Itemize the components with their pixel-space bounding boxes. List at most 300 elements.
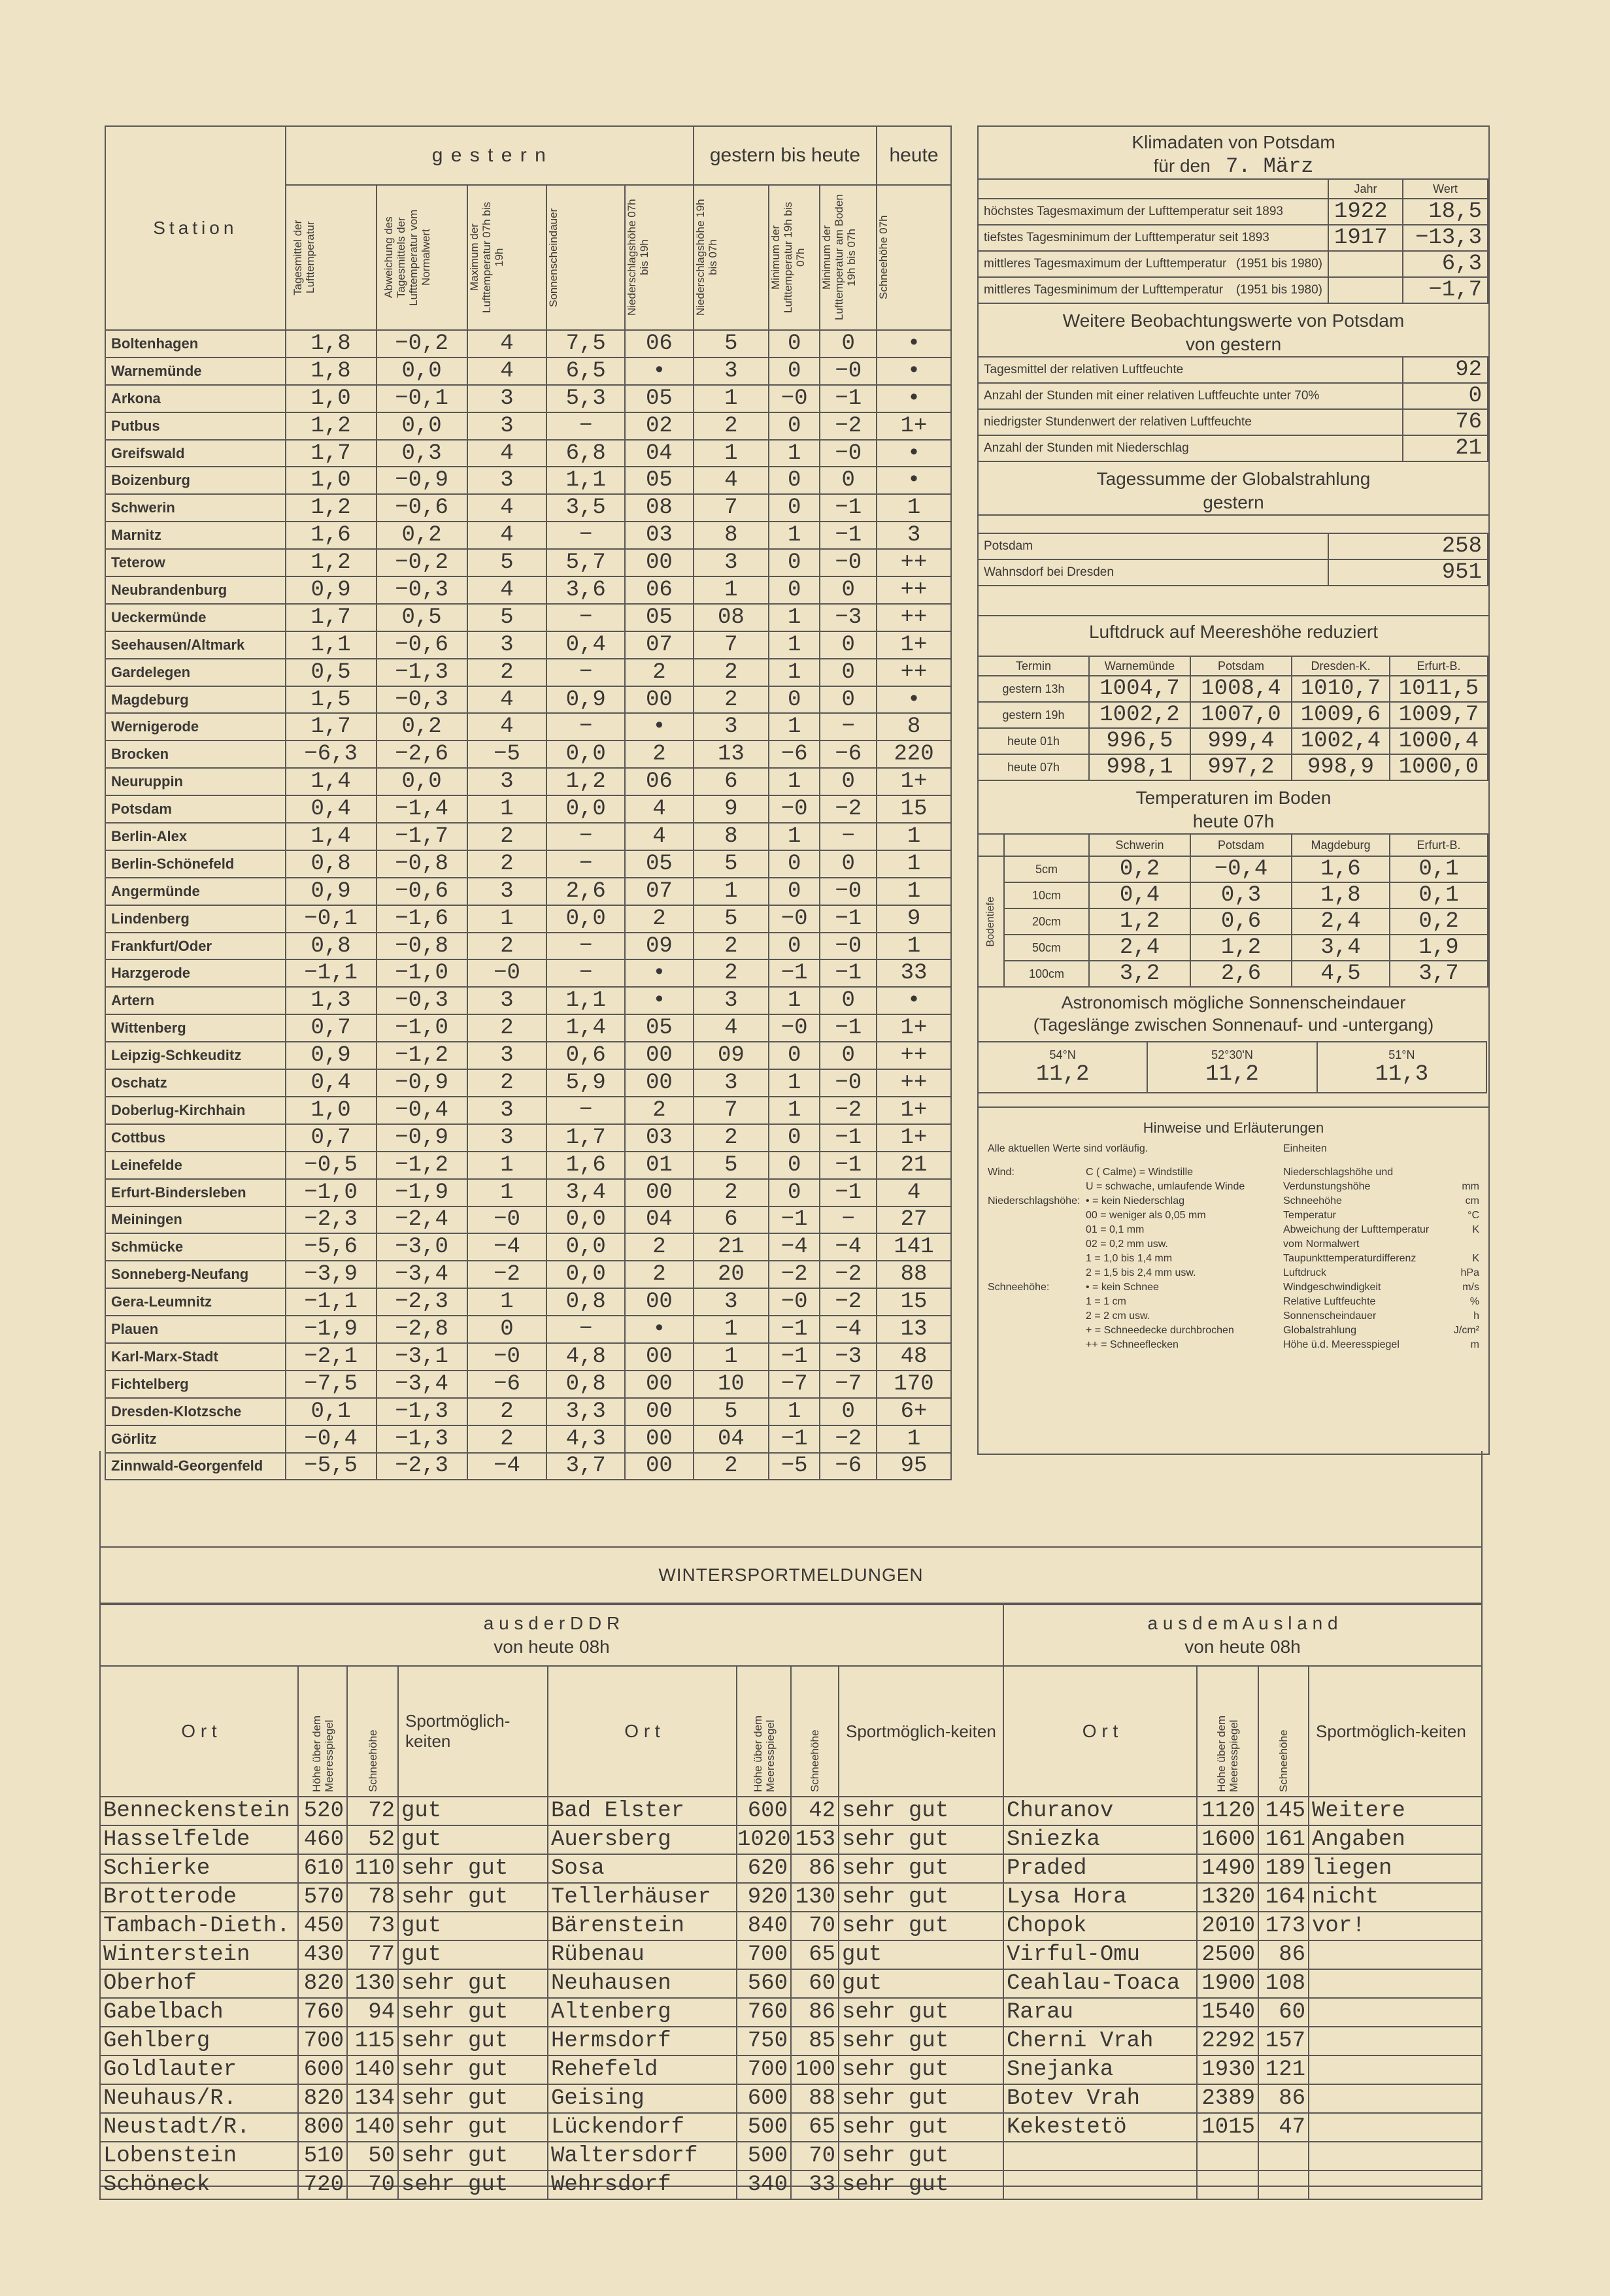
hinweise-unit: mm	[1462, 1181, 1479, 1192]
station-value: 00	[625, 1371, 694, 1398]
luftdruck-value: 996,5	[1089, 728, 1190, 754]
weitere-value: 76	[1403, 409, 1488, 435]
station-value: 0	[769, 549, 820, 576]
hinweise-left-val: 2 = 2 cm usw.	[1086, 1310, 1150, 1322]
station-value: 1,0	[286, 1097, 377, 1124]
station-value: 1,6	[286, 522, 377, 549]
station-value: 0,1	[286, 1398, 377, 1425]
station-value: 1	[769, 987, 820, 1014]
klima-wert: 18,5	[1403, 199, 1488, 225]
station-value: −1,2	[377, 1152, 467, 1179]
station-value: 0	[769, 850, 820, 878]
winter-sport: sehr gut	[839, 2027, 1003, 2055]
station-row	[105, 959, 951, 987]
boden-side-label	[978, 856, 1004, 987]
hinweise-left-val: U = schwache, umlaufende Winde	[1086, 1181, 1245, 1192]
global-title-line1: Tagessumme der Globalstrahlung	[1096, 469, 1371, 489]
station-value: −0,9	[377, 467, 467, 494]
station-value: 3,6	[546, 576, 625, 604]
station-row	[105, 494, 951, 522]
station-value: 1	[877, 850, 951, 878]
hinweise-left-row	[988, 1237, 1262, 1252]
winter-ort: Goldlauter	[100, 2055, 298, 2084]
station-value: •	[625, 1316, 694, 1343]
station-row	[105, 1206, 951, 1234]
luftdruck-value: 998,1	[1089, 754, 1190, 780]
station-name: Neuruppin	[105, 768, 286, 795]
winter-table	[99, 1604, 1483, 2200]
station-value: 2	[694, 412, 769, 440]
hinweise-unit: hPa	[1460, 1267, 1479, 1278]
winter-ort: Lobenstein	[100, 2142, 298, 2171]
station-value: 0,6	[546, 1042, 625, 1069]
ddr-title-line1: a u s d e r D D R	[483, 1613, 620, 1633]
luftdruck-title: Luftdruck auf Meereshöhe reduziert	[979, 615, 1488, 656]
station-value: −0,6	[377, 631, 467, 659]
station-value: 2	[467, 1069, 547, 1097]
winter-hoehe: 760	[737, 1998, 791, 2027]
station-value: −6	[820, 1453, 877, 1480]
winter-hoehe: 1015	[1197, 2113, 1258, 2142]
station-name: Gardelegen	[105, 659, 286, 686]
station-name: Dresden-Klotzsche	[105, 1398, 286, 1425]
station-value: 6+	[877, 1398, 951, 1425]
station-value: •	[877, 686, 951, 714]
col-header-7	[820, 185, 877, 330]
winter-col-text: Höhe über dem Meeresspiegel	[1215, 1715, 1241, 1792]
station-value: 1	[877, 878, 951, 905]
station-value: •	[877, 385, 951, 412]
station-row	[105, 1097, 951, 1124]
station-value: 6	[694, 1206, 769, 1234]
winter-ort: Schierke	[100, 1854, 298, 1883]
station-value: −2,1	[286, 1343, 377, 1371]
station-row	[105, 850, 951, 878]
station-value: 1,2	[286, 549, 377, 576]
hinweise-unit: °C	[1467, 1210, 1479, 1221]
klima-wert: 6,3	[1403, 251, 1488, 277]
station-value: 2	[467, 1014, 547, 1042]
station-value: 0,0	[546, 795, 625, 823]
weitere-title	[979, 304, 1488, 356]
station-value: 2	[467, 933, 547, 960]
winter-ort: Altenberg	[548, 1998, 737, 2027]
station-value: 1,7	[286, 713, 377, 740]
station-value: −4	[820, 1316, 877, 1343]
station-value: 0	[769, 686, 820, 714]
winter-hoehe: 2500	[1197, 1940, 1258, 1969]
station-value: −	[546, 850, 625, 878]
luftdruck-header: Erfurt-B.	[1390, 656, 1488, 676]
winter-ort: Schöneck	[100, 2171, 298, 2199]
winter-schnee: 52	[347, 1825, 398, 1854]
station-row	[105, 987, 951, 1014]
station-value: 4	[467, 713, 547, 740]
hinweise-left-val: 02 = 0,2 mm usw.	[1086, 1239, 1168, 1250]
station-value: 0	[769, 576, 820, 604]
ausland-title-line2: von heute 08h	[1184, 1637, 1301, 1657]
winter-sport: Weitere	[1309, 1797, 1482, 1825]
station-value: −1,0	[377, 959, 467, 987]
station-value: 2	[467, 1398, 547, 1425]
station-value: 2	[467, 1425, 547, 1453]
winter-ort: Tellerhäuser	[548, 1883, 737, 1912]
station-value: 04	[625, 440, 694, 467]
station-value: −0,6	[377, 878, 467, 905]
luftdruck-termin: gestern 13h	[978, 676, 1089, 702]
station-value: −1	[820, 959, 877, 987]
winter-schnee: 47	[1258, 2113, 1309, 2142]
station-value: 5,7	[546, 549, 625, 576]
winter-schnee: 173	[1258, 1912, 1309, 1940]
station-value: 08	[625, 494, 694, 522]
station-value: 4	[625, 795, 694, 823]
station-value: 4	[467, 330, 547, 358]
boden-value: 2,4	[1089, 935, 1190, 961]
station-value: 3	[694, 713, 769, 740]
winter-ort: Cherni Vrah	[1003, 2027, 1197, 2055]
station-value: −2,3	[377, 1453, 467, 1480]
station-value: −0	[467, 1206, 547, 1234]
hinweise-left-key	[988, 1252, 1086, 1266]
station-value: −2	[820, 1425, 877, 1453]
station-value: 0	[769, 412, 820, 440]
winter-schnee: 70	[791, 1912, 839, 1940]
winter-sport: Angaben	[1309, 1825, 1482, 1854]
hinweise-left-key	[988, 1180, 1086, 1194]
station-value: −1	[820, 1179, 877, 1206]
weitere-table	[977, 356, 1488, 462]
station-value: −1,1	[286, 959, 377, 987]
winter-ort: Geising	[548, 2084, 737, 2113]
station-value: 1	[467, 1288, 547, 1316]
winter-sport: liegen	[1309, 1854, 1482, 1883]
station-value: 7	[694, 494, 769, 522]
winter-schnee: 86	[791, 1854, 839, 1883]
station-value: −0,1	[377, 385, 467, 412]
station-value: −	[546, 1316, 625, 1343]
winter-sport: sehr gut	[839, 1883, 1003, 1912]
winter-ort	[1003, 2171, 1197, 2199]
station-value: −1	[769, 1425, 820, 1453]
station-value: −2	[820, 412, 877, 440]
station-row	[105, 933, 951, 960]
station-value: 1,7	[286, 604, 377, 631]
station-value: 1,4	[286, 823, 377, 850]
winter-hoehe: 700	[298, 2027, 347, 2055]
klima-wert: −13,3	[1403, 225, 1488, 251]
winter-sport: sehr gut	[839, 1912, 1003, 1940]
station-value: −2	[820, 1288, 877, 1316]
station-value: −7,5	[286, 1371, 377, 1398]
station-value: −0,5	[286, 1152, 377, 1179]
winter-schnee: 85	[791, 2027, 839, 2055]
station-value: 3	[694, 549, 769, 576]
hinweise-left-row	[988, 1165, 1262, 1180]
station-value: 27	[877, 1206, 951, 1234]
station-value: ++	[877, 1069, 951, 1097]
winter-schnee: 65	[791, 2113, 839, 2142]
station-value: 0	[820, 631, 877, 659]
global-row	[978, 559, 1488, 586]
station-value: 04	[694, 1425, 769, 1453]
boden-value: 1,6	[1292, 856, 1390, 882]
ausland-title-line1: a u s d e m A u s l a n d	[1147, 1613, 1338, 1633]
winter-schnee: 78	[347, 1883, 398, 1912]
winter-schnee: 60	[791, 1969, 839, 1998]
station-value: 0,8	[286, 850, 377, 878]
col-header-5	[694, 185, 769, 330]
station-value: 15	[877, 795, 951, 823]
station-value: −0	[769, 905, 820, 933]
station-value: 5	[694, 1398, 769, 1425]
winter-ort: Tambach-Dieth.	[100, 1912, 298, 1940]
station-value: 3	[467, 467, 547, 494]
station-value: 0	[820, 659, 877, 686]
winter-hoehe: 700	[737, 2055, 791, 2084]
station-value: 0,0	[546, 1261, 625, 1288]
hinweise-left-val: • = kein Schnee	[1086, 1282, 1159, 1293]
winter-row	[100, 2084, 1482, 2113]
luftdruck-row	[978, 754, 1488, 780]
hinweise-right-row	[1283, 1223, 1479, 1252]
astro-table	[977, 1041, 1487, 1093]
station-value: ++	[877, 1042, 951, 1069]
winter-schnee: 60	[1258, 1998, 1309, 2027]
astro-cell	[1147, 1042, 1317, 1093]
winter-row	[100, 1883, 1482, 1912]
luftdruck-row	[978, 702, 1488, 728]
col-header-text: Schneehöhe 07h	[877, 215, 890, 300]
station-value: 5	[694, 850, 769, 878]
winter-hoehe: 1490	[1197, 1854, 1258, 1883]
winter-sport	[1309, 2113, 1482, 2142]
station-value: 00	[625, 1453, 694, 1480]
station-value: ++	[877, 576, 951, 604]
station-value: −7	[820, 1371, 877, 1398]
weitere-label: Anzahl der Stunden mit Niederschlag	[978, 435, 1403, 461]
winter-sport: sehr gut	[839, 1797, 1003, 1825]
station-row	[105, 795, 951, 823]
winter-sport	[1309, 2084, 1482, 2113]
station-value: 00	[625, 1042, 694, 1069]
klima-wert: −1,7	[1403, 277, 1488, 303]
station-row	[105, 549, 951, 576]
station-row	[105, 659, 951, 686]
station-value: −	[546, 522, 625, 549]
boden-value: 1,9	[1390, 935, 1488, 961]
winter-col-schnee	[791, 1666, 839, 1797]
station-value: 1	[769, 768, 820, 795]
boden-value: −0,4	[1190, 856, 1292, 882]
winter-ort: Chopok	[1003, 1912, 1197, 1940]
hinweise-left-val: 00 = weniger als 0,05 mm	[1086, 1210, 1206, 1221]
hinweise-left-val: • = kein Niederschlag	[1086, 1195, 1185, 1206]
station-value: 4	[877, 1179, 951, 1206]
winter-col-ort: O r t	[100, 1666, 298, 1797]
station-value: −1,1	[286, 1288, 377, 1316]
station-value: 1	[467, 905, 547, 933]
station-row	[105, 1124, 951, 1152]
astro-title-line1: Astronomisch mögliche Sonnenscheindauer	[1061, 993, 1406, 1012]
hinweise-unit: h	[1473, 1310, 1479, 1322]
col-header-text: Abweichung des Tagesmittels der Lufttemperatur vom Normalwert	[382, 209, 433, 306]
winter-schnee: 50	[347, 2142, 398, 2171]
station-header: Station	[105, 126, 286, 330]
weitere-value: 0	[1403, 383, 1488, 409]
winter-hoehe: 560	[737, 1969, 791, 1998]
station-value: 00	[625, 1425, 694, 1453]
station-value: 0,4	[286, 795, 377, 823]
station-value: 0,8	[546, 1371, 625, 1398]
station-row	[105, 1152, 951, 1179]
station-value: 21	[694, 1233, 769, 1261]
station-row	[105, 330, 951, 358]
station-value: −7	[769, 1371, 820, 1398]
station-name: Plauen	[105, 1316, 286, 1343]
hinweise-right-row	[1283, 1309, 1479, 1323]
winter-row	[100, 1854, 1482, 1883]
winter-ort: Rehefeld	[548, 2055, 737, 2084]
station-value: 1,1	[546, 987, 625, 1014]
global-value: 258	[1328, 533, 1488, 559]
station-value: ++	[877, 604, 951, 631]
station-value: 4	[467, 494, 547, 522]
winter-ort: Churanov	[1003, 1797, 1197, 1825]
winter-col-text: Schneehöhe	[1277, 1729, 1290, 1792]
station-value: 2	[694, 933, 769, 960]
station-value: 4,3	[546, 1425, 625, 1453]
boden-depth: 10cm	[1004, 882, 1089, 908]
station-value: 9	[877, 905, 951, 933]
boden-row	[978, 856, 1488, 882]
station-value: −1,3	[377, 1425, 467, 1453]
station-value: −1,3	[377, 659, 467, 686]
winter-schnee: 42	[791, 1797, 839, 1825]
winter-schnee: 100	[791, 2055, 839, 2084]
klima-label-text: mittleres Tagesmaximum der Lufttemperatur	[984, 257, 1227, 271]
weitere-row	[978, 435, 1488, 461]
station-value: 2	[694, 959, 769, 987]
global-label: Potsdam	[978, 533, 1328, 559]
klima-label-text: tiefstes Tagesminimum der Lufttemperatur seit 1893	[984, 231, 1269, 244]
station-value: −1	[820, 522, 877, 549]
winter-schnee: 130	[347, 1969, 398, 1998]
winter-ort: Auersberg	[548, 1825, 737, 1854]
luftdruck-header: Warnemünde	[1089, 656, 1190, 676]
station-value: −0	[467, 959, 547, 987]
station-value: −	[546, 713, 625, 740]
hinweise-unit-label: Abweichung der Lufttemperatur vom Normalwert	[1283, 1224, 1430, 1250]
station-value: 1,0	[286, 385, 377, 412]
klima-col-jahr: Jahr	[1328, 179, 1403, 199]
station-value: 05	[625, 604, 694, 631]
station-value: 02	[625, 412, 694, 440]
station-value: 1	[877, 823, 951, 850]
station-value: 1+	[877, 768, 951, 795]
station-value: 04	[625, 1206, 694, 1234]
hinweise-right-row	[1283, 1323, 1479, 1338]
station-value: 3,7	[546, 1453, 625, 1480]
winter-sport: gut	[839, 1940, 1003, 1969]
astro-cell	[978, 1042, 1147, 1093]
station-value: −0,2	[377, 549, 467, 576]
hinweise-left-key	[988, 1309, 1086, 1323]
winter-ort: Neuhausen	[548, 1969, 737, 1998]
hinweise-right-row	[1283, 1165, 1479, 1180]
station-value: 1	[877, 1425, 951, 1453]
station-value: −0	[769, 385, 820, 412]
station-value: −	[546, 823, 625, 850]
boden-row	[978, 961, 1488, 987]
station-value: 0,0	[546, 1233, 625, 1261]
hinweise-unit: J/cm²	[1453, 1325, 1479, 1336]
station-value: 0,0	[377, 358, 467, 385]
klima-title-line1: Klimadaten von Potsdam	[1132, 132, 1335, 152]
hinweise-left-val: 1 = 1 cm	[1086, 1296, 1126, 1307]
station-row	[105, 878, 951, 905]
hinweise-left	[988, 1165, 1262, 1352]
station-value: −2	[820, 1261, 877, 1288]
station-value: 1	[467, 1152, 547, 1179]
winter-schnee: 72	[347, 1797, 398, 1825]
station-value: −0	[820, 549, 877, 576]
winter-sport: sehr gut	[398, 2171, 548, 2199]
klima-row	[978, 277, 1488, 303]
winter-row	[100, 1797, 1482, 1825]
hinweise-right	[1283, 1165, 1479, 1352]
winter-schnee: 77	[347, 1940, 398, 1969]
winter-hoehe	[1197, 2142, 1258, 2171]
winter-sport	[1309, 2142, 1482, 2171]
winter-col-ort: O r t	[548, 1666, 737, 1797]
boden-value: 3,4	[1292, 935, 1390, 961]
station-value: 88	[877, 1261, 951, 1288]
winter-sport: sehr gut	[398, 2084, 548, 2113]
station-value: 7,5	[546, 330, 625, 358]
hinweise-unit-label: Taupunkttemperaturdifferenz	[1283, 1253, 1417, 1264]
station-value: −2	[769, 1261, 820, 1288]
winter-ort: Brotterode	[100, 1883, 298, 1912]
luftdruck-row	[978, 676, 1488, 702]
station-name: Sonneberg-Neufang	[105, 1261, 286, 1288]
station-value: −5,5	[286, 1453, 377, 1480]
station-value: −1,0	[377, 1014, 467, 1042]
winter-schnee: 134	[347, 2084, 398, 2113]
astro-lat: 52°30'N	[1211, 1048, 1253, 1061]
station-value: 1,6	[546, 1152, 625, 1179]
station-name: Erfurt-Bindersleben	[105, 1179, 286, 1206]
winter-sport: gut	[839, 1969, 1003, 1998]
winter-sport: sehr gut	[398, 1969, 548, 1998]
winter-hoehe: 430	[298, 1940, 347, 1969]
station-value: −	[546, 412, 625, 440]
boden-value: 0,2	[1390, 908, 1488, 935]
winter-hoehe: 920	[737, 1883, 791, 1912]
station-value: 0	[820, 467, 877, 494]
klima-row	[978, 225, 1488, 251]
hinweise-unit: K	[1472, 1253, 1479, 1264]
winter-col-ort: O r t	[1003, 1666, 1197, 1797]
winter-schnee: 86	[1258, 2084, 1309, 2113]
station-value: −4	[467, 1453, 547, 1480]
hinweise-left-key	[988, 1208, 1086, 1223]
luftdruck-value: 1009,7	[1390, 702, 1488, 728]
winter-sport: nicht	[1309, 1883, 1482, 1912]
station-value: •	[877, 440, 951, 467]
station-value: −6	[769, 740, 820, 768]
luftdruck-termin: heute 01h	[978, 728, 1089, 754]
